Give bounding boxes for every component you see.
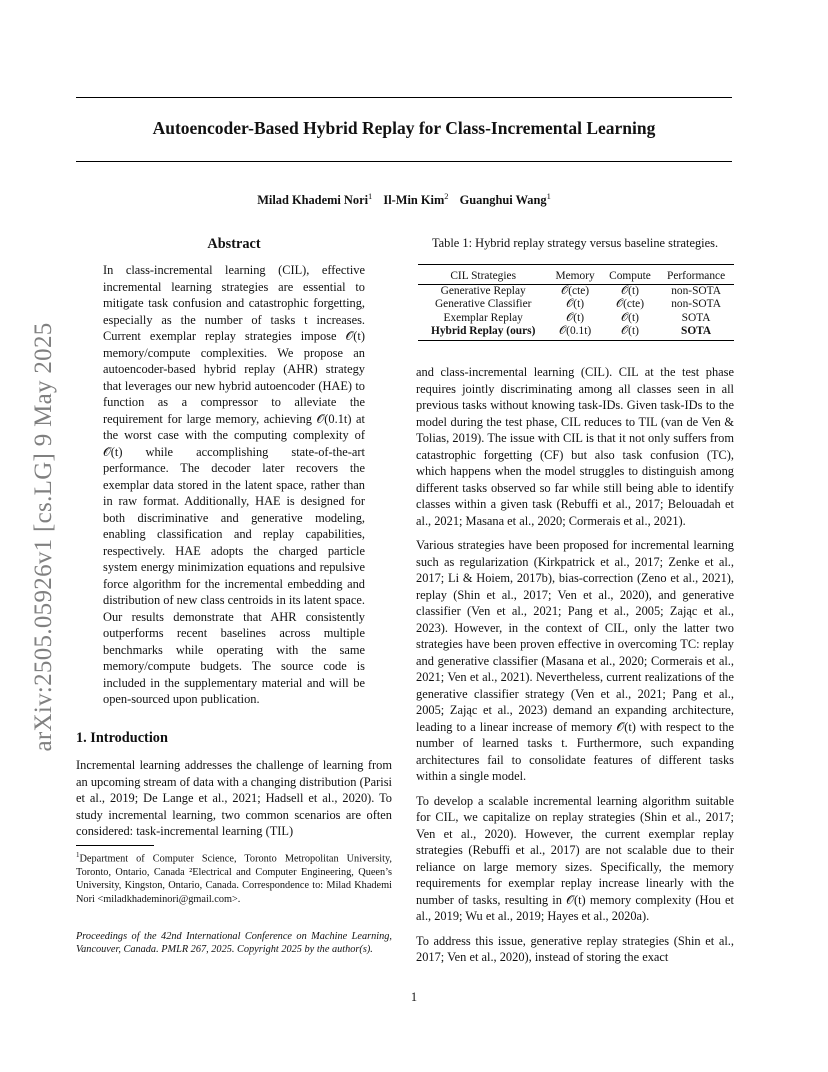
table-cell: SOTA <box>681 311 711 324</box>
table-header-row <box>418 265 734 285</box>
footnote-affiliations <box>76 849 392 906</box>
table-cell: Exemplar Replay <box>443 311 523 324</box>
table-cell: 𝒪(t) <box>621 284 639 297</box>
table-cell: 𝒪(cte) <box>615 298 644 310</box>
abstract-text: In class-incremental learning (CIL), effective incremental learning strategies are essential to mitigate task confusion and catastrophic forgetting, especially as the number of tasks t increases. Current exemplar replay strategies impose 𝒪(t) memory/compute complexities. We propose an autoencoder-based hybrid replay (AHR) strategy that leverages our new hybrid autoencoder (HAE) to function as a compressor to alleviate the requirement for large memory, achieving 𝒪(0.1t) at the worst case with the computing complexity of 𝒪(t) while accomplishing state-of-the-art performance. The decoder later recovers the exemplar data stored in the latent space, rather than in raw format. Additionally, HAE is designed for both discriminative and generative modeling, enabling classification and replay capabilities, respectively. HAE adopts the charged particle system energy minimization equations and repulsive force algorithm for the incremental embedding and distribution of new class centroids in its latent space. Our results demonstrate that AHR consistently outperforms recent baselines across multiple benchmarks while operating with the same memory/compute budgets. The source code is included in the supplementary material and will be open-sourced upon publication. <box>103 263 365 706</box>
table-cell: 𝒪(t) <box>566 311 585 324</box>
table-header-cell: CIL Strategies <box>450 270 517 282</box>
table-cell: 𝒪(t) <box>621 311 639 324</box>
page-number: 1 <box>410 990 418 1004</box>
body-paragraph: To address this issue, generative replay strategies (Shin et al., 2017; Ven et al., 2020), instead of storing the exact <box>416 933 734 964</box>
author-name: Milad Khademi Nori <box>257 193 369 208</box>
table-cell: 𝒪(cte) <box>561 284 590 297</box>
table-row-highlight <box>418 325 734 340</box>
author-affiliation-mark: 2 <box>444 191 449 201</box>
table-row <box>418 298 734 312</box>
footnote-rule <box>76 845 154 846</box>
table-cell: non-SOTA <box>671 298 721 310</box>
table-cell: 𝒪(0.1t) <box>558 325 592 337</box>
right-column-body <box>416 364 734 966</box>
author-name: Guanghui Wang <box>459 193 547 208</box>
table-cell: 𝒪(t) <box>621 325 639 337</box>
author-affiliation-mark: 1 <box>546 191 551 201</box>
table-cell: Hybrid Replay (ours) <box>430 325 536 337</box>
table-row <box>418 312 734 326</box>
table-header-cell: Memory <box>555 270 595 282</box>
table-row <box>418 284 734 298</box>
section-heading-introduction: 1. Introduction <box>76 730 168 746</box>
body-paragraph: Various strategies have been proposed for incremental learning such as regularization (Kirkpatrick et al., 2017; Zenke et al., 2017; Li & Hoiem, 2017b), bias-correction (Zeno et al., 2021), replay (Shin et al., 2017; Ven et al., 2020), and generative classifier (Ven et al., 2021; Pang et al., 2005; Zając et al., 2023). However, in the context of CIL, only the latter two strategies have been proven effective in overcoming TC: replay and generative classifier (Masana et al., 2020; Cormerais et al., 2021; Ven et al., 2021). Nevertheless, current realizations of the generative classifier strategy (Ven et al., 2021; Pang et al., 2005; Zając et al., 2023) demand an expanding architecture, leading to a linear increase of memory 𝒪(t) with respect to the number of learned tasks t. Furthermore, such expanding architectures fail to consolidate features of different tasks within a single model. <box>416 538 734 783</box>
comparison-table <box>418 264 734 341</box>
paper-title: Autoencoder-Based Hybrid Replay for Class-Incremental Learning <box>152 118 656 138</box>
table-cell: non-SOTA <box>671 284 721 297</box>
arxiv-stamp: arXiv:2505.05926v1 [cs.LG] 9 May 2025 <box>30 322 57 752</box>
table-caption: Table 1: Hybrid replay strategy versus baseline strategies. <box>431 236 719 250</box>
author-list <box>76 191 732 208</box>
abstract-heading: Abstract <box>207 236 261 252</box>
body-paragraph: and class-incremental learning (CIL). CIL at the test phase requires jointly discriminating among all classes seen in all previous tasks without knowing task-IDs. Given task-IDs to the model during the test phase, CIL reduces to TIL (van de Ven & Tolias, 2019). The issue with CIL is that it not only suffers from catastrophic forgetting (CF) but also task confusion (TC), which happens when the model struggles to distinguish among different tasks observed so far while still being able to identify classes within a given task (Rebuffi et al., 2017; Belouadah et al., 2021; Masana et al., 2020; Cormerais et al., 2021). <box>416 365 734 528</box>
table-header-cell: Compute <box>609 270 651 282</box>
table-cell: SOTA <box>680 325 712 337</box>
table-cell: Generative Replay <box>440 284 526 297</box>
intro-paragraph: Incremental learning addresses the challenge of learning from an upcoming stream of data with a changing distribution (Parisi et al., 2019; De Lange et al., 2021; Hadsell et al., 2020). To study incremental learning, two common scenarios are often considered: task-incremental learning (TIL) <box>76 758 392 838</box>
author-name: Il-Min Kim <box>383 193 445 208</box>
footnote-mark: 1 <box>76 851 80 859</box>
table-cell: Generative Classifier <box>434 298 532 310</box>
footnote-affiliations-text: Department of Computer Science, Toronto Metropolitan University, Toronto, Ontario, Canada ²Electrical and Computer Engineering, Queen’s University, Kingston, Ontario, Canada. Correspondence to: Milad Khademi Nori <miladkhademinori@gmail.com>. <box>76 853 392 905</box>
table-cell: 𝒪(t) <box>566 298 585 310</box>
body-paragraph: To develop a scalable incremental learning algorithm suitable for CIL, we capitalize on replay strategies (Shin et al., 2017; Ven et al., 2020). However, the current exemplar replay strategies (Rebuffi et al., 2017) are not scalable due to their reliance on large memory sizes. Specifically, the memory requirements for exemplar replay increase linearly with the number of tasks, resulting in 𝒪(t) memory complexity (Hou et al., 2019; Wu et al., 2019; Hayes et al., 2020a). <box>416 793 734 923</box>
table-header-cell: Performance <box>666 270 726 282</box>
footnote-proceedings: Proceedings of the 42nd International Conference on Machine Learning, Vancouver, Canada. PMLR 267, 2025. Copyright 2025 by the author(s). <box>76 931 392 956</box>
title-bottom-rule <box>76 161 732 162</box>
top-rule <box>76 97 732 98</box>
author-affiliation-mark: 1 <box>368 191 373 201</box>
